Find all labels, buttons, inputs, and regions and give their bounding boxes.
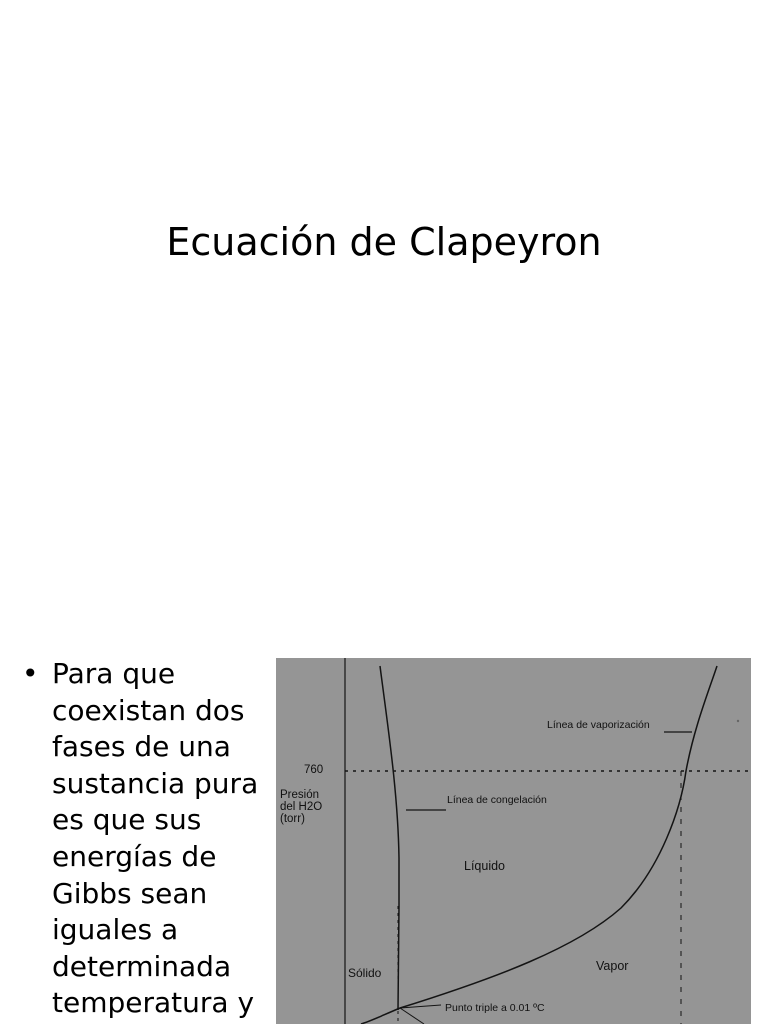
solid-region-label: Sólido [348,966,382,980]
vapor-region-label: Vapor [596,959,629,973]
y-axis-label: Presión del H2O (torr) [280,789,323,826]
sublimation-curve [361,1008,400,1024]
freezing-line-label: Línea de congelación [447,794,547,806]
triple-point-pointer-tail [400,1008,424,1024]
speck-mark [737,720,739,722]
bullet-marker: • [22,657,39,690]
vaporization-curve [400,666,717,1008]
phase-diagram [276,658,751,1024]
liquid-region-label: Líquido [464,859,506,873]
slide-title: Ecuación de Clapeyron [166,220,602,264]
triple-point-label: Punto triple a 0.01 ºC [445,1002,545,1014]
bullet-text: Para que coexistan dos fases de una sustancia pura es que sus energías de Gibbs sean iguales a determinada temperatura y [52,657,259,1020]
vaporization-line-label: Línea de vaporización [547,719,650,731]
freezing-curve [380,666,399,1010]
tick-760-label: 760 [304,764,324,776]
